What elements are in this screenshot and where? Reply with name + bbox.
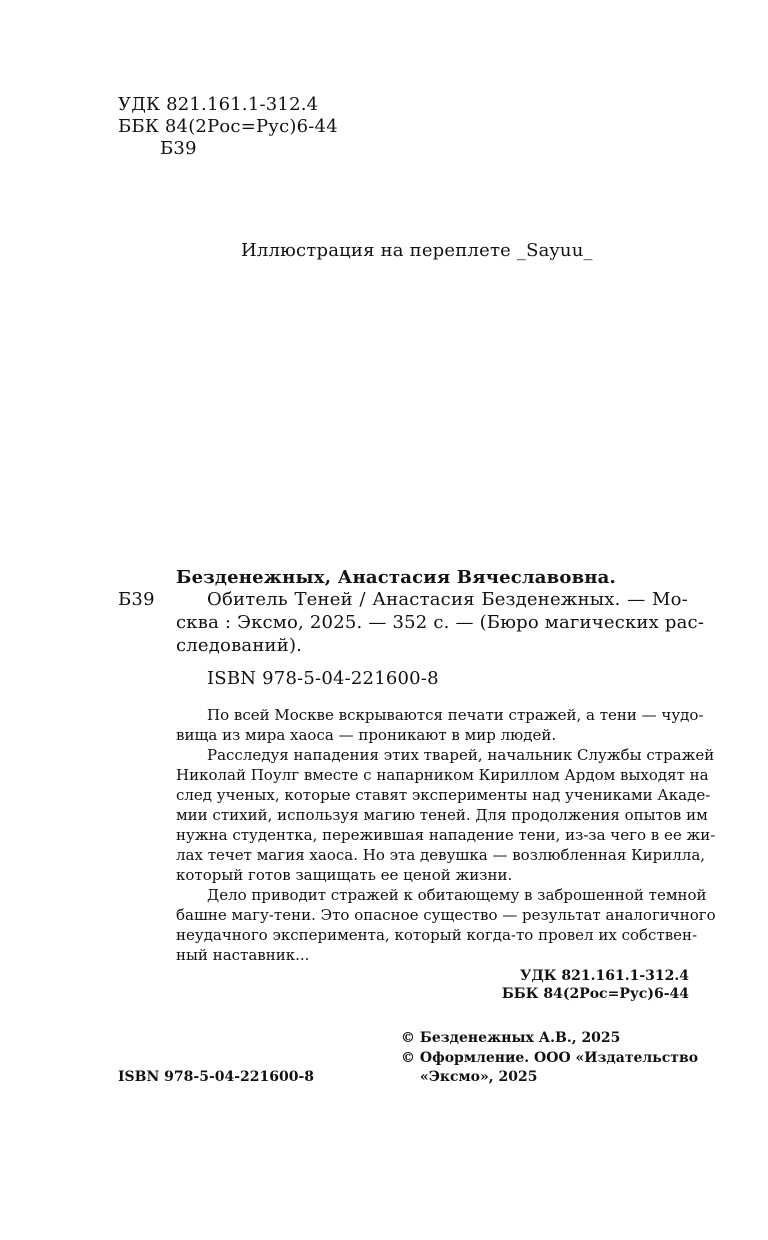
copyright-publisher: «Эксмо», 2025 [420, 1069, 538, 1085]
footer-udk: УДК 821.161.1-312.4 [519, 968, 689, 984]
annotation-line-11: башне магу-тени. Это опасное существо — результат аналогичного [176, 906, 716, 924]
annotation-line-1: По всей Москве вскрываются печати стражей, а тени — чудо- [207, 706, 704, 724]
isbn-bottom: ISBN 978-5-04-221600-8 [118, 1069, 315, 1085]
record-isbn: ISBN 978-5-04-221600-8 [207, 668, 439, 689]
annotation-line-10: Дело приводит стражей к обитающему в заброшенной темной [207, 886, 707, 904]
udk-code: УДК 821.161.1-312.4 [118, 94, 319, 115]
copyright-design: © Оформление. ООО «Издательство [401, 1050, 699, 1066]
record-line-3: следований). [176, 635, 303, 656]
annotation-line-3: Расследуя нападения этих тварей, начальник Службы стражей [207, 746, 715, 764]
annotation-line-12: неудачного эксперимента, который когда-то провел их собствен- [176, 926, 698, 944]
author-mark: Б39 [160, 138, 197, 159]
bbk-code: ББК 84(2Рос=Рус)6-44 [118, 116, 338, 137]
annotation-line-4: Николай Поулг вместе с напарником Кириллом Ардом выходят на [176, 766, 709, 784]
annotation-line-6: мии стихий, используя магию теней. Для продолжения опытов им [176, 806, 708, 824]
copyright-author: © Безденежных А.В., 2025 [401, 1030, 621, 1046]
annotation-line-13: ный наставник... [176, 946, 310, 964]
record-code: Б39 [118, 589, 155, 610]
annotation-line-2: вища из мира хаоса — проникают в мир людей. [176, 726, 557, 744]
annotation-line-9: который готов защищать ее ценой жизни. [176, 866, 513, 884]
annotation-line-7: нужна студентка, пережившая нападение тени, из-за чего в ее жи- [176, 826, 716, 844]
annotation-line-5: след ученых, которые ставят эксперименты над учениками Акаде- [176, 786, 711, 804]
illustration-credit: Иллюстрация на переплете _Sayuu_ [241, 240, 593, 261]
record-line-2: сква : Эксмо, 2025. — 352 с. — (Бюро магических рас- [176, 612, 705, 633]
footer-bbk: ББК 84(2Рос=Рус)6-44 [501, 986, 689, 1002]
record-line-1: Обитель Теней / Анастасия Безденежных. — Мо- [207, 589, 688, 610]
annotation-line-8: лах течет магия хаоса. Но эта девушка — возлюбленная Кирилла, [176, 846, 706, 864]
record-author: Безденежных, Анастасия Вячеславовна. [176, 567, 616, 588]
